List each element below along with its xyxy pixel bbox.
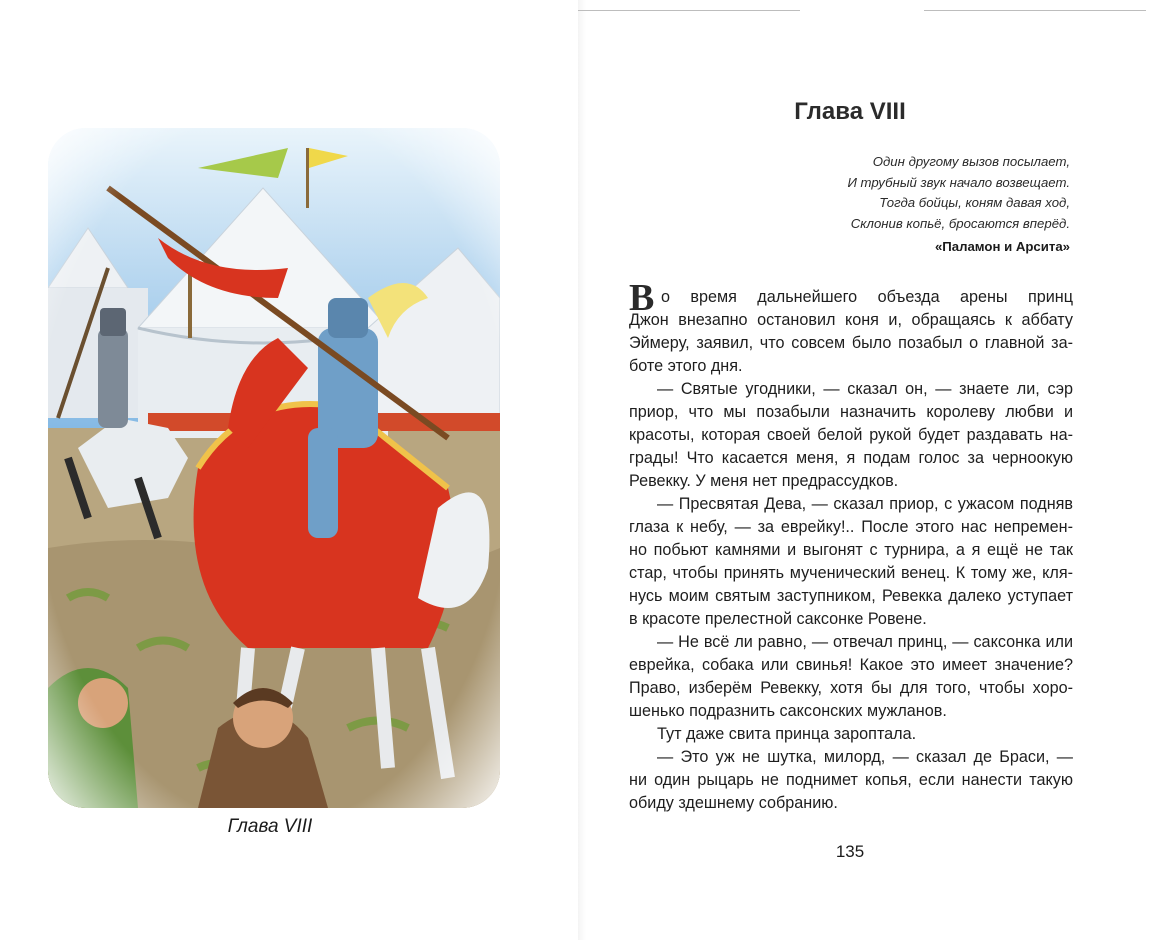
text-line: Тут даже свита принца зароптала. xyxy=(657,725,917,743)
epigraph-source: «Паламон и Арсита» xyxy=(934,239,1070,254)
illustration-caption: Глава VIII xyxy=(227,816,313,837)
text-line: о время дальнейшего объезда арены принц xyxy=(661,288,1073,306)
text-line: нусь моим святым заступником, Ревекка далеко уступает xyxy=(629,587,1073,605)
epigraph-line: Склонив копьё, бросаются вперёд. xyxy=(850,215,1070,231)
book-gutter xyxy=(578,0,586,940)
epigraph-line: Тогда бойцы, коням давая ход, xyxy=(879,195,1070,210)
text-line: но побьют камнями и выгонят с турнира, а я ещё не так xyxy=(629,541,1073,559)
text-line: — Не всё ли равно, — отвечал принц, — саксонка или xyxy=(657,633,1073,651)
text-line: в красоте прелестной саксонке Ровене. xyxy=(629,610,927,628)
text-line: красоты, которая своей белой рукой будет раздавать на- xyxy=(629,426,1073,444)
text-line: грады! Что касается меня, я подам голос за черноокую xyxy=(629,449,1073,467)
text-line: — Пресвятая Дева, — сказал приор, с ужасом подняв xyxy=(657,495,1073,513)
page-number: 135 xyxy=(835,842,865,861)
drop-cap: В xyxy=(629,277,655,319)
top-rule-left xyxy=(578,10,800,11)
text-line: Эймеру, заявил, что совсем было позабыл о главной за- xyxy=(629,334,1073,352)
chapter-body-text xyxy=(629,286,1073,815)
epigraph-line: Один другому вызов посылает, xyxy=(872,154,1070,169)
knights-jousting-illustration xyxy=(48,128,500,808)
text-line: — Святые угодники, — сказал он, — знаете ли, сэр xyxy=(657,380,1073,398)
epigraph xyxy=(790,152,1070,257)
text-line: шенько подразнить саксонских мужланов. xyxy=(629,702,947,720)
text-line: боте этого дня. xyxy=(629,357,743,375)
text-line: Ревекку. У меня нет предрассудков. xyxy=(629,472,899,490)
text-line: ни один рыцарь не поднимет копья, если нанести такую xyxy=(629,771,1073,789)
text-line: обиду здешнему собранию. xyxy=(629,794,838,812)
chapter-title: Глава VIII xyxy=(794,98,906,125)
text-line: Право, изберём Ревекку, хотя бы для того, чтобы хоро- xyxy=(629,679,1073,697)
top-rule-right xyxy=(924,10,1146,11)
text-line: приор, что мы позабыли назначить королеву любви и xyxy=(629,403,1073,421)
text-line: глаза к небу, — за еврейку!.. После этого нас непремен- xyxy=(629,518,1073,536)
text-line: Джон внезапно остановил коня и, обращаясь к аббату xyxy=(629,311,1073,329)
text-line: еврейка, собака или свинья! Какое это имеет значение? xyxy=(629,656,1073,674)
epigraph-line: И трубный звук начало возвещает. xyxy=(847,174,1070,190)
text-line: — Это уж не шутка, милорд, — сказал де Браси, — xyxy=(657,748,1073,766)
text-line: стар, чтобы принять мученический венец. К тому же, кля- xyxy=(629,564,1073,582)
